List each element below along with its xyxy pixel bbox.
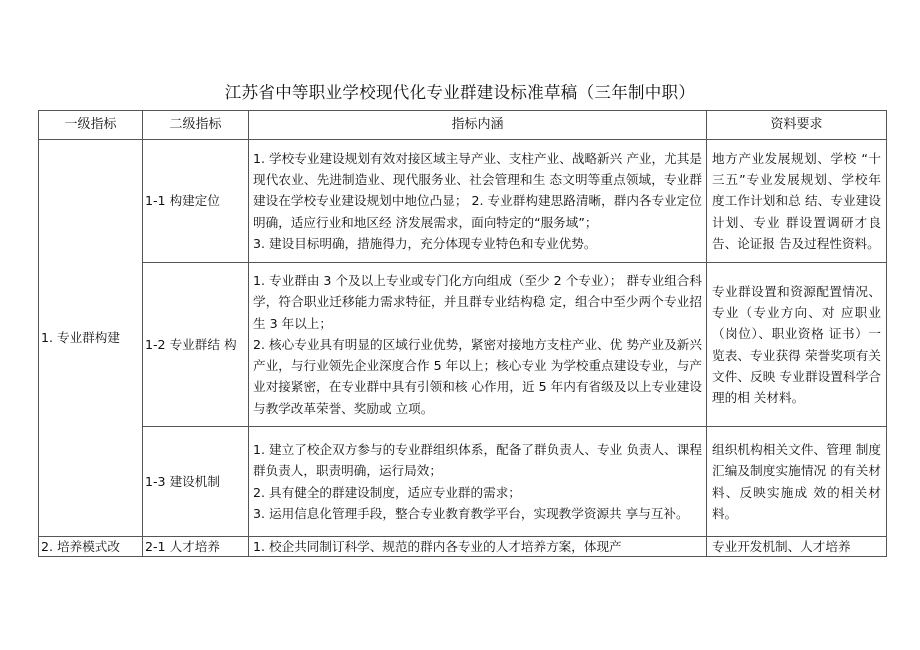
level2-cell: 1-3 建设机制 xyxy=(143,427,249,537)
content-line: 1. 学校专业建设规划有效对接区域主导产业、支柱产业、战略新兴 产业，尤其是现代农业、先进制造业、现代服务业、社会管理和生 态文明等重点领域，专业群建设在学校专业建设规划中地位凸显； 2. 专业群构建思路清晰，群内各专业定位明确，适应行业和地区经 济发展需求，面向特定的“服务域”； xyxy=(253,150,702,230)
content-cell xyxy=(249,263,707,427)
table-row xyxy=(39,263,887,427)
level2-cell: 1-2 专业群结 构 xyxy=(143,263,249,427)
docs-cell: 组织机构相关文件、管理 制度汇编及制度实施情况 的有关材料、反映实施成 效的相关材料。 xyxy=(707,427,887,537)
level2-cell: 1-1 构建定位 xyxy=(143,140,249,263)
header-docs: 资料要求 xyxy=(707,111,887,140)
content-line: 1. 校企共同制订科学、规范的群内各专业的人才培养方案，体现产 xyxy=(253,539,622,554)
level2-cell: 2-1 人才培养 xyxy=(143,537,249,557)
docs-cell: 地方产业发展规划、学校 “十三五”专业发展规划、学校年度工作计划和总 结、专业建设计划、专业 群设置调研才良告、论证报 告及过程性资料。 xyxy=(707,140,887,263)
header-level2: 二级指标 xyxy=(143,111,249,140)
docs-cell: 专业群设置和资源配置情况、专业（专业方向、对 应职业（岗位）、职业资格 证书）一览表、专业获得 荣誉奖项有关文件、反映 专业群设置科学合理的相 关材料。 xyxy=(707,263,887,427)
document-title: 江苏省中等职业学校现代化专业群建设标准草稿（三年制中职） xyxy=(224,83,696,102)
content-line: 1. 建立了校企双方参与的专业群组织体系，配备了群负责人、专业 负责人、课程群负责人，职责明确，运行局效； xyxy=(253,442,702,479)
content-line: 3. 建设目标明确，措施得力，充分体现专业特色和专业优势。 xyxy=(253,235,597,251)
content-cell xyxy=(249,140,707,263)
content-line: 3. 运用信息化管理手段，整合专业教育教学平台，实现教学资源共 享与互补。 xyxy=(253,505,689,521)
table-row xyxy=(39,537,887,557)
docs-cell: 专业开发机制、人才培养 xyxy=(707,537,887,557)
level1-cell-training-mode: 2. 培养模式改 xyxy=(39,537,143,557)
header-content: 指标内涵 xyxy=(249,111,707,140)
level1-cell-professional-group: 1. 专业群构建 xyxy=(39,140,143,537)
content-line: 1. 专业群由 3 个及以上专业或专门化方向组成（至少 2 个专业）； 群专业组合科学，符合职业迁移能力需求特征，并且群专业结构稳 定，组合中至少两个专业招生 3 年以上； xyxy=(253,273,702,331)
table-row xyxy=(39,140,887,263)
content-line: 2. 核心专业具有明显的区域行业优势，紧密对接地方支柱产业、优 势产业及新兴产业，与行业领先企业深度合作 5 年以上；核心专业 为学校重点建设专业，与产业对接紧密，在专业群中具有引领和核 心作用，近 5 年内有省级及以上专业建设与教学改革荣誉、奖励或 立项。 xyxy=(253,336,702,416)
content-cell xyxy=(249,537,707,557)
content-cell xyxy=(249,427,707,537)
content-line: 2. 具有健全的群建设制度，适应专业群的需求； xyxy=(253,484,521,500)
standards-table xyxy=(38,110,887,557)
table-header-row xyxy=(39,111,887,140)
header-level1: 一级指标 xyxy=(39,111,143,140)
table-row xyxy=(39,427,887,537)
